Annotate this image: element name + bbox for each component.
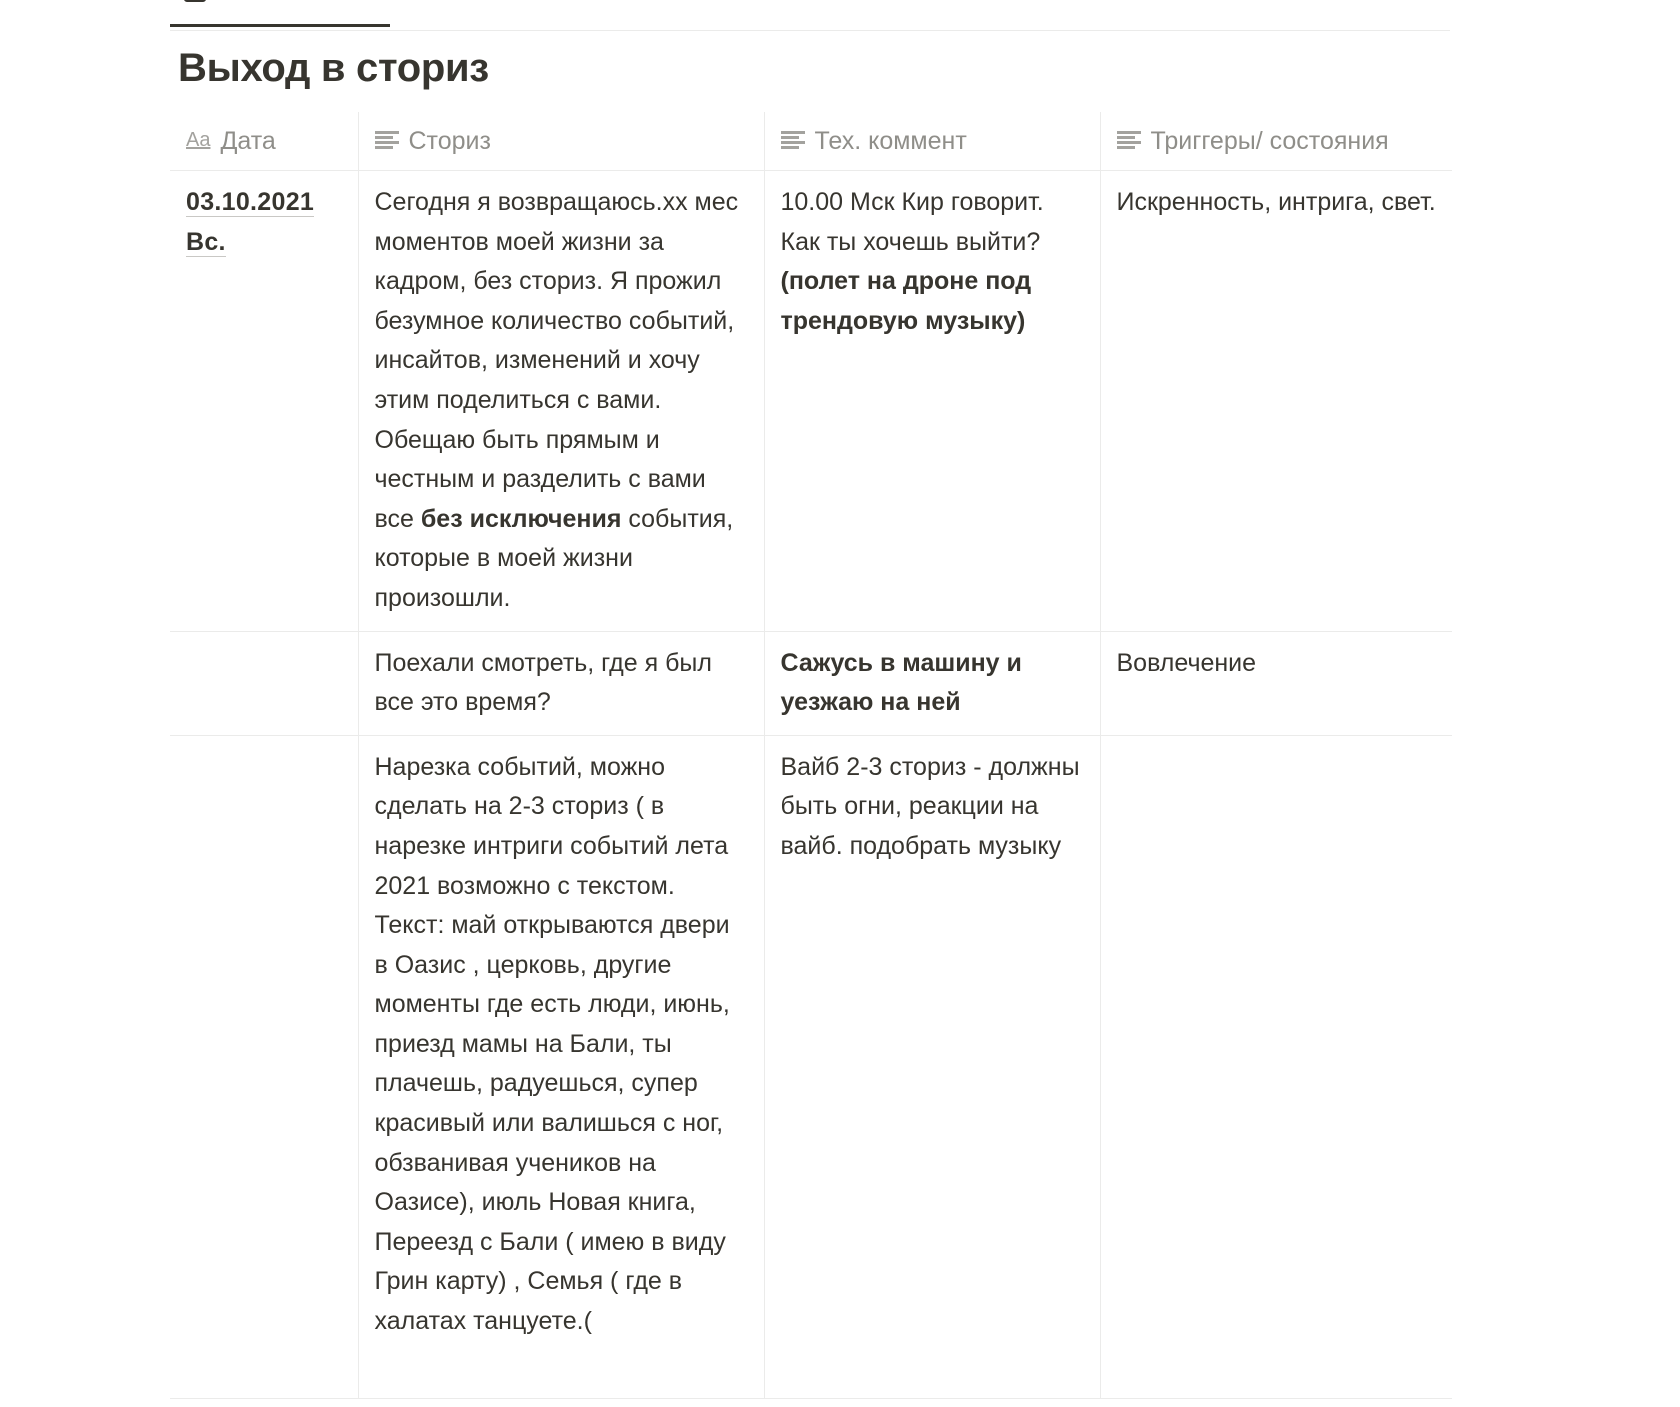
title-aa-icon: Aa xyxy=(186,128,211,151)
story-text: Поехали смотреть, где я был все это время? xyxy=(374,648,712,717)
column-header-tech-comment[interactable] xyxy=(764,112,1100,171)
tech-comment-bold-text: (полет на дроне под трендовую музыку) xyxy=(780,267,1032,335)
column-header-label: Дата xyxy=(220,126,276,155)
triggers-text: Искренность, интрига, свет. xyxy=(1116,188,1436,216)
cell-story[interactable] xyxy=(358,171,764,632)
column-header-story[interactable] xyxy=(358,112,764,171)
text-lines-icon xyxy=(375,130,399,150)
text-lines-icon xyxy=(1117,130,1141,150)
cell-date[interactable] xyxy=(170,631,358,735)
tech-comment-text: 10.00 Мск Кир говорит. Как ты хочешь выйти? xyxy=(780,188,1044,256)
cell-date[interactable] xyxy=(170,171,358,632)
table-bottom-divider xyxy=(170,1398,1452,1399)
cell-story[interactable] xyxy=(358,631,764,735)
story-text: Нарезка событий, можно сделать на 2-3 сториз ( в нарезке интриги событий лета 2021 возможно с текстом. Текст: май открываются двери в Оазис , церковь, другие моменты где есть люди, июнь, приезд мамы на Бали, ты плачешь, радуешься, супер красивый или валишься с ног, обзванивая учеников на Оазисе), июль Новая книга, Переезд с Бали ( имею в виду Грин карту) , Семья ( где в халатах танцуете.( xyxy=(374,752,730,1336)
cell-triggers[interactable] xyxy=(1100,171,1452,632)
header-row xyxy=(170,112,1452,171)
cell-tech-comment[interactable] xyxy=(764,171,1100,632)
cell-triggers[interactable] xyxy=(1100,735,1452,1399)
triggers-text: Вовлечение xyxy=(1116,648,1257,677)
story-bold-text: без исключения xyxy=(420,504,622,533)
column-header-date[interactable] xyxy=(170,112,358,171)
column-header-label: Триггеры/ состояния xyxy=(1150,126,1389,155)
table-row xyxy=(170,631,1452,735)
cell-triggers[interactable] xyxy=(1100,631,1452,735)
weekday-link[interactable]: Вс. xyxy=(186,227,226,256)
text-lines-icon xyxy=(781,130,805,150)
story-text-end: события, которые в моей жизни произошли. xyxy=(374,504,734,612)
table-row xyxy=(170,735,1452,1399)
cell-story[interactable] xyxy=(358,735,764,1399)
table-row xyxy=(170,171,1452,632)
database-title[interactable]: Выход в сториз xyxy=(178,46,489,90)
column-header-label: Сториз xyxy=(408,126,491,155)
tech-comment-bold-text: Сажусь в машину и уезжаю на ней xyxy=(780,648,1022,717)
date-link[interactable]: 03.10.2021 xyxy=(186,188,315,216)
tech-comment-text: Вайб 2-3 сториз - должны быть огни, реакции на вайб. подобрать музыку xyxy=(780,752,1080,860)
cell-date[interactable] xyxy=(170,735,358,1399)
database-table xyxy=(170,112,1452,1399)
column-header-label: Тех. коммент xyxy=(814,126,967,155)
cell-tech-comment[interactable] xyxy=(764,735,1100,1399)
column-header-triggers[interactable] xyxy=(1100,112,1452,171)
cell-tech-comment[interactable] xyxy=(764,631,1100,735)
story-text: Сегодня я возвращаюсь.хх мес моментов моей жизни за кадром, без сториз. Я прожил безумное количество событий, инсайтов, изменений и хочу этим поделиться с вами. Обещаю быть прямым и честным и разделить с вами все xyxy=(374,188,739,533)
